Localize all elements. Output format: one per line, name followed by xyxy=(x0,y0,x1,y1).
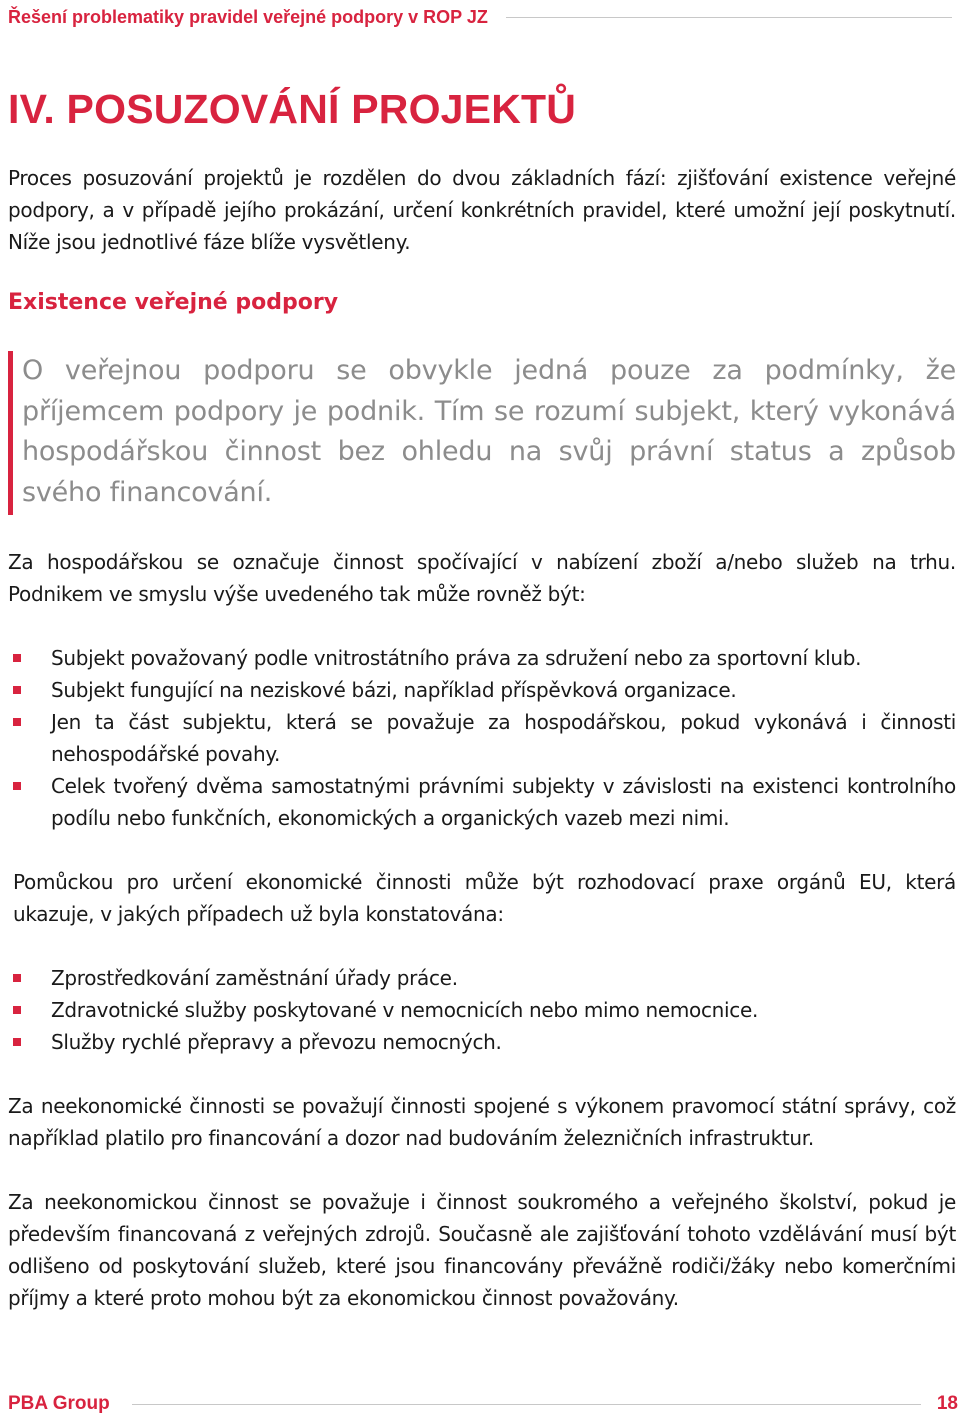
page-number: 18 xyxy=(936,1393,958,1414)
list-item: Jen ta část subjektu, která se považuje za hospodářskou, pokud vykonává i činnosti nehospodářské povahy. xyxy=(8,706,956,770)
section-title: Existence veřejné podpory xyxy=(8,290,339,315)
square-bullet-icon xyxy=(13,1006,21,1014)
footer-brand: PBA Group xyxy=(8,1393,110,1414)
page-header xyxy=(8,6,952,28)
footer-rule xyxy=(132,1404,921,1405)
paragraph-non-economic: Za neekonomické činnosti se považují činnosti spojené s výkonem pravomocí státní správy, což například platilo pro financování a dozor nad budováním železničních infrastruktur. xyxy=(8,1094,956,1150)
list-item: Zprostředkování zaměstnání úřady práce. xyxy=(8,962,956,994)
enterprise-list xyxy=(8,642,956,834)
list-item: Subjekt považovaný podle vnitrostátního práva za sdružení nebo za sportovní klub. xyxy=(8,642,956,674)
eu-practice-list xyxy=(8,962,956,1058)
quote-text: O veřejnou podporu se obvykle jedná pouze za podmínky, že příjemcem podpory je podnik. Tím se rozumí subjekt, který vykonává hospodářskou činnost bez ohledu na svůj právní status a způsob svého financování. xyxy=(22,355,956,508)
square-bullet-icon xyxy=(13,1038,21,1046)
paragraph-education: Za neekonomickou činnost se považuje i činnost soukromého a veřejného školství, pokud je především financovaná z veřejných zdrojů. Současně ale zajišťování tohoto vzdělávání musí být odlišeno od poskytování služeb, které jsou financovány převážně rodiči/žáky nebo komerčními příjmy a které proto mohou být za ekonomickou činnost považovány. xyxy=(8,1190,956,1310)
list-item: Subjekt fungující na neziskové bázi, například příspěvková organizace. xyxy=(8,674,956,706)
header-rule xyxy=(506,17,952,18)
list-item: Zdravotnické služby poskytované v nemocnicích nebo mimo nemocnice. xyxy=(8,994,956,1026)
definition-quote xyxy=(8,351,956,515)
square-bullet-icon xyxy=(13,686,21,694)
square-bullet-icon xyxy=(13,718,21,726)
chapter-title: IV. POSUZOVÁNÍ PROJEKTŮ xyxy=(8,86,577,132)
paragraph-economic-activity: Za hospodářskou se označuje činnost spočívající v nabízení zboží a/nebo služeb na trhu. Podnikem ve smyslu výše uvedeného tak může rovněž být: xyxy=(8,550,956,606)
header-title: Řešení problematiky pravidel veřejné podpory v ROP JZ xyxy=(8,6,488,27)
square-bullet-icon xyxy=(13,782,21,790)
paragraph-eu-practice: Pomůckou pro určení ekonomické činnosti může být rozhodovací praxe orgánů EU, která ukazuje, v jakých případech už byla konstatována: xyxy=(13,870,956,926)
page-footer xyxy=(8,1392,958,1416)
intro-paragraph: Proces posuzování projektů je rozdělen do dvou základních fází: zjišťování existence veřejné podpory, a v případě jejího prokázání, určení konkrétních pravidel, které umožní její poskytnutí. Níže jsou jednotlivé fáze blíže vysvětleny. xyxy=(8,166,956,254)
square-bullet-icon xyxy=(13,654,21,662)
square-bullet-icon xyxy=(13,974,21,982)
list-item: Celek tvořený dvěma samostatnými právními subjekty v závislosti na existenci kontrolního podílu nebo funkčních, ekonomických a organických vazeb mezi nimi. xyxy=(8,770,956,834)
list-item: Služby rychlé přepravy a převozu nemocných. xyxy=(8,1026,956,1058)
quote-accent-bar xyxy=(8,351,13,515)
